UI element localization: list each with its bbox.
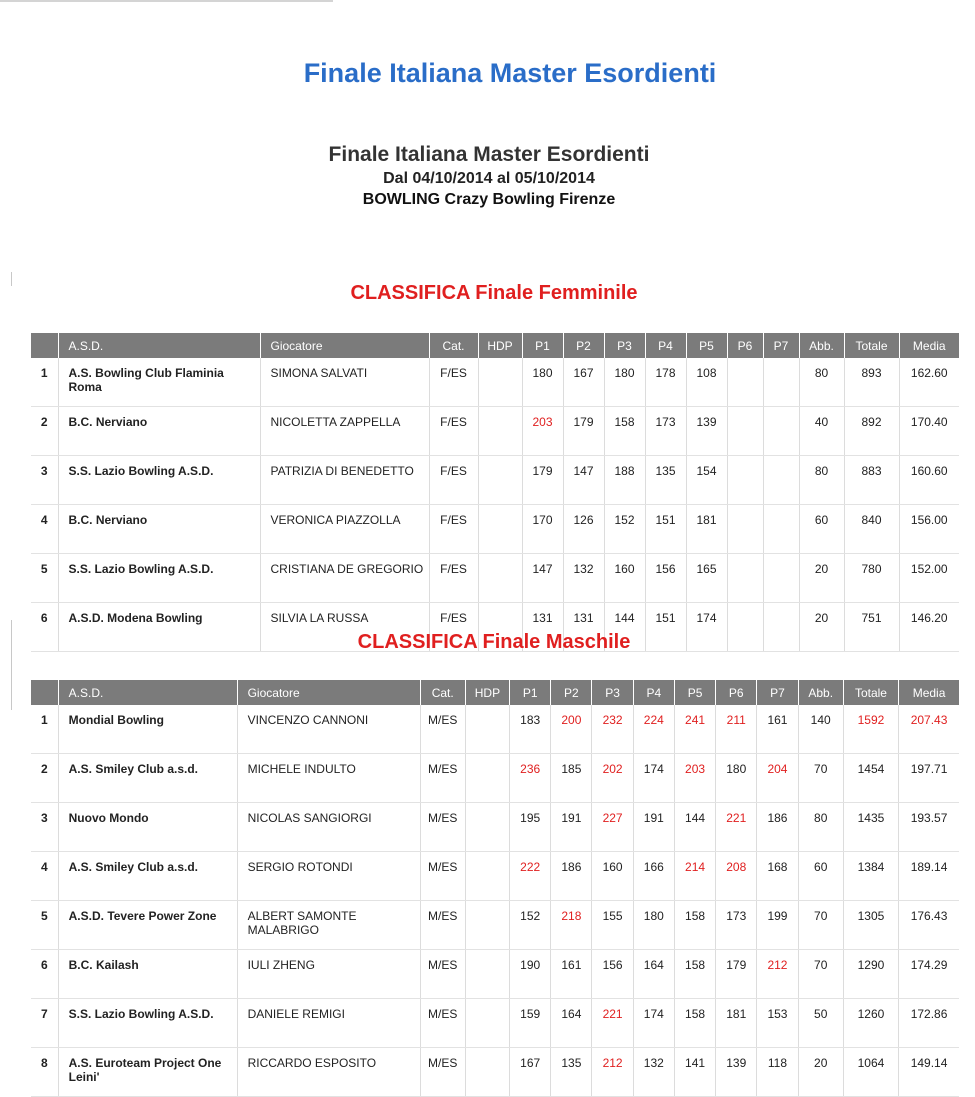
total-cell: 1454 xyxy=(843,754,898,803)
handicap-cell xyxy=(478,505,522,554)
column-header: P4 xyxy=(645,333,686,358)
game-score-cell: 155 xyxy=(592,901,633,950)
game-score-cell: 221 xyxy=(716,803,757,852)
bonus-cell: 140 xyxy=(798,705,843,754)
game-score-cell: 185 xyxy=(551,754,592,803)
total-cell: 893 xyxy=(844,358,899,407)
game-score-cell: 179 xyxy=(563,407,604,456)
game-score-cell: 186 xyxy=(757,803,798,852)
player-cell: IULI ZHENG xyxy=(237,950,420,999)
bonus-cell: 70 xyxy=(798,754,843,803)
total-cell: 1260 xyxy=(843,999,898,1048)
game-score-cell: 181 xyxy=(686,505,727,554)
bonus-cell: 80 xyxy=(798,803,843,852)
player-cell: NICOLETTA ZAPPELLA xyxy=(260,407,429,456)
position-cell: 5 xyxy=(31,901,58,950)
event-title: Finale Italiana Master Esordienti xyxy=(328,143,650,166)
game-score-cell: 179 xyxy=(716,950,757,999)
handicap-cell xyxy=(478,407,522,456)
game-score-cell: 191 xyxy=(551,803,592,852)
game-score-cell: 203 xyxy=(522,407,563,456)
game-score-cell: 173 xyxy=(645,407,686,456)
club-cell: A.S. Smiley Club a.s.d. xyxy=(58,754,237,803)
total-cell: 1290 xyxy=(843,950,898,999)
column-header xyxy=(31,333,58,358)
average-cell: 152.00 xyxy=(899,554,959,603)
game-score-cell: 224 xyxy=(633,705,674,754)
category-cell: M/ES xyxy=(420,901,465,950)
club-cell: A.S.D. Modena Bowling xyxy=(58,603,260,652)
club-cell: Mondial Bowling xyxy=(58,705,237,754)
club-cell: B.C. Nerviano xyxy=(58,505,260,554)
game-score-cell: 170 xyxy=(522,505,563,554)
player-cell: SILVIA LA RUSSA xyxy=(260,603,429,652)
game-score-cell: 190 xyxy=(510,950,551,999)
position-cell: 1 xyxy=(31,705,58,754)
category-cell: M/ES xyxy=(420,999,465,1048)
category-cell: F/ES xyxy=(429,456,478,505)
table-row xyxy=(31,554,959,603)
column-header: Cat. xyxy=(420,680,465,705)
average-cell: 149.14 xyxy=(899,1048,959,1097)
bonus-cell: 70 xyxy=(798,901,843,950)
player-cell: ALBERT SAMONTE MALABRIGO xyxy=(237,901,420,950)
table-row xyxy=(31,852,959,901)
page-title: Finale Italiana Master Esordienti xyxy=(303,58,717,88)
game-score-cell: 178 xyxy=(645,358,686,407)
game-score-cell: 144 xyxy=(674,803,715,852)
column-header: Media xyxy=(899,680,959,705)
bonus-cell: 80 xyxy=(799,456,844,505)
game-score-cell: 183 xyxy=(510,705,551,754)
bonus-cell: 80 xyxy=(799,358,844,407)
game-score-cell: 156 xyxy=(592,950,633,999)
column-header: P1 xyxy=(510,680,551,705)
column-header: Totale xyxy=(843,680,898,705)
game-score-cell: 186 xyxy=(551,852,592,901)
category-cell: M/ES xyxy=(420,950,465,999)
game-score-cell: 236 xyxy=(510,754,551,803)
game-score-cell: 135 xyxy=(645,456,686,505)
game-score-cell: 232 xyxy=(592,705,633,754)
top-divider xyxy=(0,0,333,2)
game-score-cell: 147 xyxy=(563,456,604,505)
game-score-cell: 139 xyxy=(686,407,727,456)
column-header: P7 xyxy=(757,680,798,705)
game-score-cell xyxy=(727,554,763,603)
game-score-cell xyxy=(727,358,763,407)
bonus-cell: 20 xyxy=(799,554,844,603)
game-score-cell xyxy=(727,505,763,554)
player-cell: CRISTIANA DE GREGORIO xyxy=(260,554,429,603)
bonus-cell: 40 xyxy=(799,407,844,456)
column-header: Media xyxy=(899,333,959,358)
club-cell: A.S. Euroteam Project One Leini' xyxy=(58,1048,237,1097)
handicap-cell xyxy=(465,803,509,852)
game-score-cell xyxy=(763,456,799,505)
game-score-cell: 158 xyxy=(604,407,645,456)
table-header xyxy=(31,680,959,705)
bonus-cell: 20 xyxy=(799,603,844,652)
total-cell: 883 xyxy=(844,456,899,505)
game-score-cell: 203 xyxy=(674,754,715,803)
game-score-cell: 180 xyxy=(633,901,674,950)
column-header: P2 xyxy=(563,333,604,358)
category-cell: M/ES xyxy=(420,1048,465,1097)
club-cell: B.C. Nerviano xyxy=(58,407,260,456)
position-cell: 6 xyxy=(31,950,58,999)
position-cell: 8 xyxy=(31,1048,58,1097)
average-cell: 156.00 xyxy=(899,505,959,554)
club-cell: S.S. Lazio Bowling A.S.D. xyxy=(58,456,260,505)
game-score-cell: 144 xyxy=(604,603,645,652)
handicap-cell xyxy=(465,1048,509,1097)
total-cell: 1305 xyxy=(843,901,898,950)
game-score-cell: 174 xyxy=(686,603,727,652)
column-header: P3 xyxy=(604,333,645,358)
game-score-cell: 108 xyxy=(686,358,727,407)
game-score-cell: 152 xyxy=(604,505,645,554)
game-score-cell: 160 xyxy=(592,852,633,901)
game-score-cell: 191 xyxy=(633,803,674,852)
total-cell: 1435 xyxy=(843,803,898,852)
bonus-cell: 60 xyxy=(798,852,843,901)
handicap-cell xyxy=(465,754,509,803)
game-score-cell: 131 xyxy=(522,603,563,652)
column-header: A.S.D. xyxy=(58,680,237,705)
player-cell: SIMONA SALVATI xyxy=(260,358,429,407)
handicap-cell xyxy=(478,456,522,505)
game-score-cell: 180 xyxy=(604,358,645,407)
table-row xyxy=(31,358,959,407)
game-score-cell: 173 xyxy=(716,901,757,950)
player-cell: PATRIZIA DI BENEDETTO xyxy=(260,456,429,505)
club-cell: A.S. Smiley Club a.s.d. xyxy=(58,852,237,901)
average-cell: 172.86 xyxy=(899,999,959,1048)
game-score-cell: 135 xyxy=(551,1048,592,1097)
game-score-cell: 151 xyxy=(645,505,686,554)
player-cell: VERONICA PIAZZOLLA xyxy=(260,505,429,554)
column-header: P7 xyxy=(763,333,799,358)
game-score-cell: 168 xyxy=(757,852,798,901)
bonus-cell: 60 xyxy=(799,505,844,554)
position-cell: 3 xyxy=(31,456,58,505)
game-score-cell: 174 xyxy=(633,754,674,803)
category-cell: F/ES xyxy=(429,358,478,407)
column-header xyxy=(31,680,58,705)
total-cell: 840 xyxy=(844,505,899,554)
game-score-cell: 180 xyxy=(522,358,563,407)
game-score-cell: 139 xyxy=(716,1048,757,1097)
game-score-cell: 147 xyxy=(522,554,563,603)
column-header: P2 xyxy=(551,680,592,705)
event-venue: BOWLING Crazy Bowling Firenze xyxy=(362,191,616,208)
category-cell: F/ES xyxy=(429,407,478,456)
column-header: P1 xyxy=(522,333,563,358)
total-cell: 1384 xyxy=(843,852,898,901)
handicap-cell xyxy=(465,950,509,999)
game-score-cell: 151 xyxy=(645,603,686,652)
game-score-cell: 166 xyxy=(633,852,674,901)
total-cell: 1064 xyxy=(843,1048,898,1097)
column-header: P6 xyxy=(727,333,763,358)
club-cell: S.S. Lazio Bowling A.S.D. xyxy=(58,999,237,1048)
table-header xyxy=(31,333,959,358)
total-cell: 751 xyxy=(844,603,899,652)
game-score-cell: 160 xyxy=(604,554,645,603)
table-row xyxy=(31,999,959,1048)
category-cell: M/ES xyxy=(420,803,465,852)
game-score-cell: 152 xyxy=(510,901,551,950)
game-score-cell: 227 xyxy=(592,803,633,852)
column-header: A.S.D. xyxy=(58,333,260,358)
total-cell: 780 xyxy=(844,554,899,603)
position-cell: 4 xyxy=(31,852,58,901)
column-header: Abb. xyxy=(798,680,843,705)
game-score-cell: 200 xyxy=(551,705,592,754)
game-score-cell: 218 xyxy=(551,901,592,950)
game-score-cell: 141 xyxy=(674,1048,715,1097)
game-score-cell: 167 xyxy=(563,358,604,407)
game-score-cell: 174 xyxy=(633,999,674,1048)
category-cell: M/ES xyxy=(420,705,465,754)
game-score-cell: 153 xyxy=(757,999,798,1048)
handicap-cell xyxy=(478,554,522,603)
average-cell: 174.29 xyxy=(899,950,959,999)
game-score-cell: 204 xyxy=(757,754,798,803)
table-row xyxy=(31,407,959,456)
game-score-cell: 154 xyxy=(686,456,727,505)
total-cell: 892 xyxy=(844,407,899,456)
average-cell: 207.43 xyxy=(899,705,959,754)
category-cell: F/ES xyxy=(429,505,478,554)
player-cell: VINCENZO CANNONI xyxy=(237,705,420,754)
average-cell: 193.57 xyxy=(899,803,959,852)
table-row xyxy=(31,505,959,554)
average-cell: 160.60 xyxy=(899,456,959,505)
game-score-cell: 156 xyxy=(645,554,686,603)
average-cell: 197.71 xyxy=(899,754,959,803)
position-cell: 3 xyxy=(31,803,58,852)
column-header: P5 xyxy=(686,333,727,358)
category-cell: F/ES xyxy=(429,603,478,652)
player-cell: SERGIO ROTONDI xyxy=(237,852,420,901)
game-score-cell: 164 xyxy=(633,950,674,999)
total-cell: 1592 xyxy=(843,705,898,754)
column-header: P6 xyxy=(716,680,757,705)
game-score-cell: 158 xyxy=(674,999,715,1048)
game-score-cell: 180 xyxy=(716,754,757,803)
club-cell: Nuovo Mondo xyxy=(58,803,237,852)
column-header: P3 xyxy=(592,680,633,705)
game-score-cell: 161 xyxy=(757,705,798,754)
player-cell: DANIELE REMIGI xyxy=(237,999,420,1048)
club-cell: A.S.D. Tevere Power Zone xyxy=(58,901,237,950)
section-title-maschile: CLASSIFICA Finale Maschile xyxy=(357,631,631,653)
position-cell: 1 xyxy=(31,358,58,407)
game-score-cell: 159 xyxy=(510,999,551,1048)
column-header: P4 xyxy=(633,680,674,705)
game-score-cell: 212 xyxy=(592,1048,633,1097)
game-score-cell: 131 xyxy=(563,603,604,652)
position-cell: 5 xyxy=(31,554,58,603)
game-score-cell: 212 xyxy=(757,950,798,999)
position-cell: 2 xyxy=(31,754,58,803)
game-score-cell: 188 xyxy=(604,456,645,505)
handicap-cell xyxy=(465,999,509,1048)
results-table-maschile xyxy=(31,680,959,1097)
game-score-cell: 118 xyxy=(757,1048,798,1097)
game-score-cell: 158 xyxy=(674,901,715,950)
game-score-cell: 195 xyxy=(510,803,551,852)
results-table-femminile xyxy=(31,333,959,652)
handicap-cell xyxy=(465,705,509,754)
average-cell: 170.40 xyxy=(899,407,959,456)
player-cell: RICCARDO ESPOSITO xyxy=(237,1048,420,1097)
column-header: HDP xyxy=(478,333,522,358)
game-score-cell: 167 xyxy=(510,1048,551,1097)
game-score-cell: 132 xyxy=(563,554,604,603)
game-score-cell: 222 xyxy=(510,852,551,901)
column-header: P5 xyxy=(674,680,715,705)
table-row xyxy=(31,950,959,999)
game-score-cell: 126 xyxy=(563,505,604,554)
game-score-cell: 202 xyxy=(592,754,633,803)
game-score-cell: 208 xyxy=(716,852,757,901)
club-cell: B.C. Kailash xyxy=(58,950,237,999)
game-score-cell: 221 xyxy=(592,999,633,1048)
bonus-cell: 70 xyxy=(798,950,843,999)
position-cell: 4 xyxy=(31,505,58,554)
table-row xyxy=(31,456,959,505)
handicap-cell xyxy=(478,358,522,407)
game-score-cell xyxy=(763,505,799,554)
bonus-cell: 20 xyxy=(798,1048,843,1097)
game-score-cell xyxy=(763,554,799,603)
average-cell: 162.60 xyxy=(899,358,959,407)
table-row xyxy=(31,754,959,803)
column-header: Abb. xyxy=(799,333,844,358)
column-header: Totale xyxy=(844,333,899,358)
section-title-femminile: CLASSIFICA Finale Femminile xyxy=(350,282,638,304)
handicap-cell xyxy=(465,901,509,950)
position-cell: 2 xyxy=(31,407,58,456)
category-cell: M/ES xyxy=(420,852,465,901)
category-cell: M/ES xyxy=(420,754,465,803)
game-score-cell: 179 xyxy=(522,456,563,505)
club-cell: S.S. Lazio Bowling A.S.D. xyxy=(58,554,260,603)
average-cell: 176.43 xyxy=(899,901,959,950)
game-score-cell: 158 xyxy=(674,950,715,999)
column-header: Giocatore xyxy=(260,333,429,358)
table-row xyxy=(31,901,959,950)
bonus-cell: 50 xyxy=(798,999,843,1048)
position-cell: 6 xyxy=(31,603,58,652)
average-cell: 189.14 xyxy=(899,852,959,901)
column-header: Cat. xyxy=(429,333,478,358)
game-score-cell xyxy=(727,407,763,456)
table-row xyxy=(31,803,959,852)
table-row xyxy=(31,1048,959,1097)
table-row xyxy=(31,705,959,754)
club-cell: A.S. Bowling Club Flaminia Roma xyxy=(58,358,260,407)
handicap-cell xyxy=(465,852,509,901)
average-cell: 146.20 xyxy=(899,603,959,652)
game-score-cell: 199 xyxy=(757,901,798,950)
event-dates: Dal 04/10/2014 al 05/10/2014 xyxy=(383,170,595,187)
column-header: Giocatore xyxy=(237,680,420,705)
game-score-cell: 214 xyxy=(674,852,715,901)
game-score-cell xyxy=(763,358,799,407)
game-score-cell xyxy=(763,407,799,456)
game-score-cell: 165 xyxy=(686,554,727,603)
column-header: HDP xyxy=(465,680,509,705)
player-cell: MICHELE INDULTO xyxy=(237,754,420,803)
player-cell: NICOLAS SANGIORGI xyxy=(237,803,420,852)
game-score-cell: 241 xyxy=(674,705,715,754)
game-score-cell: 132 xyxy=(633,1048,674,1097)
position-cell: 7 xyxy=(31,999,58,1048)
game-score-cell: 181 xyxy=(716,999,757,1048)
game-score-cell: 161 xyxy=(551,950,592,999)
game-score-cell: 211 xyxy=(716,705,757,754)
category-cell: F/ES xyxy=(429,554,478,603)
game-score-cell xyxy=(727,456,763,505)
game-score-cell: 164 xyxy=(551,999,592,1048)
